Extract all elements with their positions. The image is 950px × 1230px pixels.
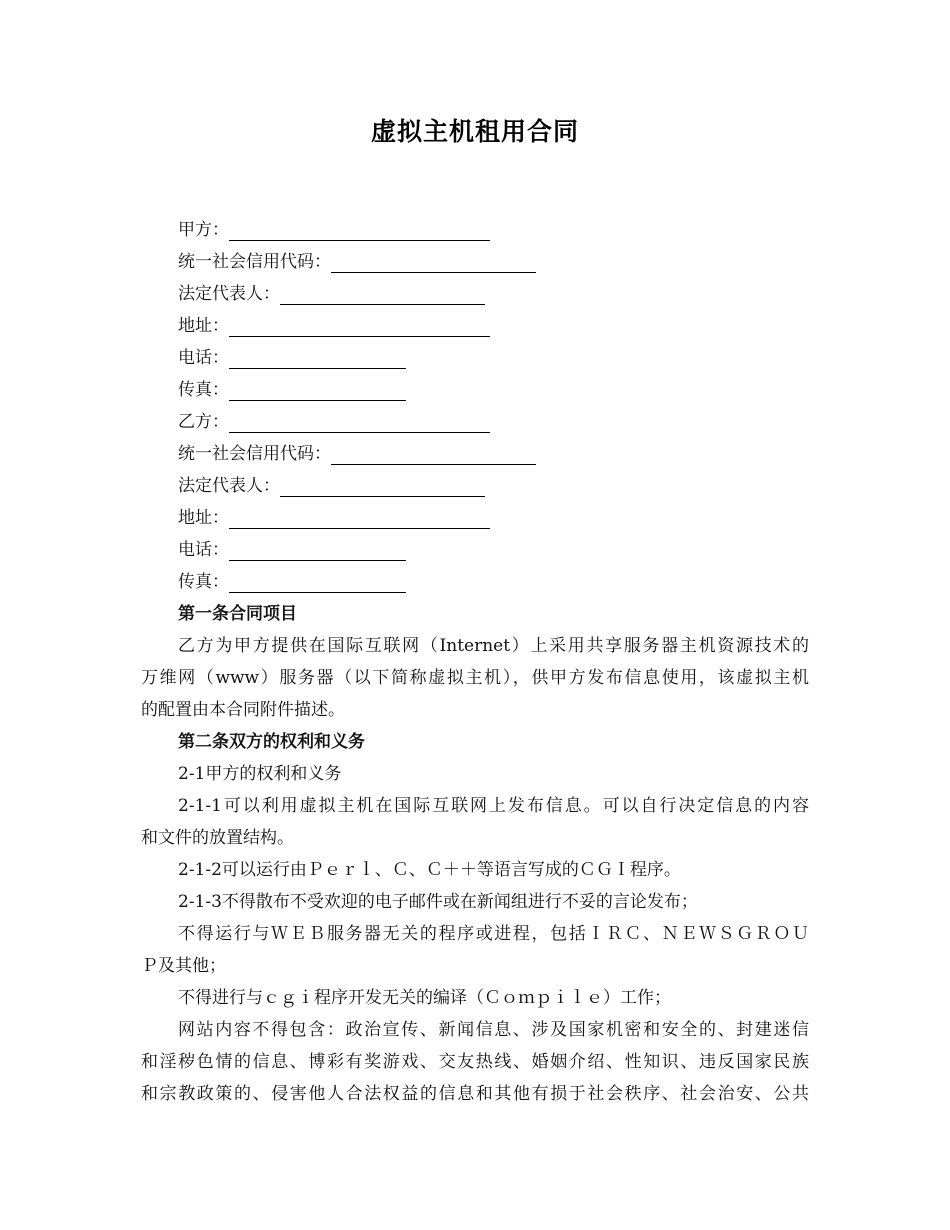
paragraph-line: 2-1-2可以运行由Ｐｅｒｌ、Ｃ、Ｃ＋＋等语言写成的ＣＧＩ程序。 <box>178 860 681 880</box>
party-b-name-field <box>178 406 818 438</box>
paragraph-line: 万维网（www）服务器（以下简称虚拟主机），供甲方发布信息使用，该虚拟主机 <box>141 668 809 688</box>
document-title: 虚拟主机租用合同 <box>370 117 579 146</box>
clause-no-compile <box>141 982 809 1014</box>
paragraph-line: 和宗教政策的、侵害他人合法权益的信息和其他有损于社会秩序、社会治安、公共 <box>141 1084 809 1104</box>
article-1-heading: 第一条合同项目 <box>178 604 297 624</box>
party-a-fax-field <box>178 374 818 406</box>
field-label: 电话： <box>178 540 229 560</box>
field-label: 传真： <box>178 572 229 592</box>
party-a-address-field <box>178 310 818 342</box>
paragraph-line: 乙方为甲方提供在国际互联网（Internet）上采用共享服务器主机资源技术的 <box>178 636 809 656</box>
paragraph-line: 2-1-1可以利用虚拟主机在国际互联网上发布信息。可以自行决定信息的内容 <box>178 796 809 816</box>
party-a-legal-rep-field <box>178 278 818 310</box>
paragraph-line: 的配置由本合同附件描述。 <box>141 700 345 720</box>
field-label: 统一社会信用代码： <box>178 252 331 272</box>
party-b-credit-code-field <box>178 438 818 470</box>
fill-in-blank[interactable] <box>280 282 485 305</box>
fill-in-blank[interactable] <box>229 378 406 401</box>
paragraph-line: 不得进行与ｃｇｉ程序开发无关的编译（Ｃｏｍｐｉｌｅ）工作； <box>178 988 671 1008</box>
field-label: 甲方： <box>178 220 229 240</box>
party-a-phone-field <box>178 342 818 374</box>
clause-2-1-3 <box>141 886 809 918</box>
fill-in-blank[interactable] <box>331 250 536 273</box>
article-2-heading: 第二条双方的权利和义务 <box>178 732 365 752</box>
clause-2-1-2 <box>141 854 809 886</box>
party-a-credit-code-field <box>178 246 818 278</box>
field-label: 地址： <box>178 508 229 528</box>
paragraph-line: 和文件的放置结构。 <box>141 828 294 848</box>
paragraph-line: 不得运行与ＷＥＢ服务器无关的程序或进程，包括ＩＲＣ、ＮＥＷＳＧＲＯＵ <box>178 924 809 944</box>
fill-in-blank[interactable] <box>331 442 536 465</box>
clause-2-1 <box>141 758 809 790</box>
fill-in-blank[interactable] <box>280 474 485 497</box>
article-1-paragraph <box>141 630 809 726</box>
paragraph-line: 和淫秽色情的信息、博彩有奖游戏、交友热线、婚姻介绍、性知识、违反国家民族 <box>141 1052 809 1072</box>
field-label: 乙方： <box>178 412 229 432</box>
fill-in-blank[interactable] <box>229 314 490 337</box>
field-label: 地址： <box>178 316 229 336</box>
fill-in-blank[interactable] <box>229 506 490 529</box>
field-label: 法定代表人： <box>178 284 280 304</box>
paragraph-line: 网站内容不得包含：政治宣传、新闻信息、涉及国家机密和安全的、封建迷信 <box>178 1020 809 1040</box>
paragraph-line: Ｐ及其他； <box>141 956 226 976</box>
clause-2-1-1 <box>141 790 809 854</box>
fill-in-blank[interactable] <box>229 346 406 369</box>
paragraph-line: 2-1甲方的权利和义务 <box>178 764 342 784</box>
clause-no-unrelated-programs <box>141 918 809 982</box>
fill-in-blank[interactable] <box>229 410 490 433</box>
field-label: 电话： <box>178 348 229 368</box>
party-b-phone-field <box>178 534 818 566</box>
field-label: 统一社会信用代码： <box>178 444 331 464</box>
fill-in-blank[interactable] <box>229 218 490 241</box>
clause-content-restrictions <box>141 1014 809 1110</box>
party-b-fax-field <box>178 566 818 598</box>
party-a-name-field <box>178 214 818 246</box>
field-label: 传真： <box>178 380 229 400</box>
party-b-address-field <box>178 502 818 534</box>
fill-in-blank[interactable] <box>229 570 406 593</box>
paragraph-line: 2-1-3不得散布不受欢迎的电子邮件或在新闻组进行不妥的言论发布； <box>178 892 698 912</box>
fill-in-blank[interactable] <box>229 538 406 561</box>
party-b-legal-rep-field <box>178 470 818 502</box>
field-label: 法定代表人： <box>178 476 280 496</box>
